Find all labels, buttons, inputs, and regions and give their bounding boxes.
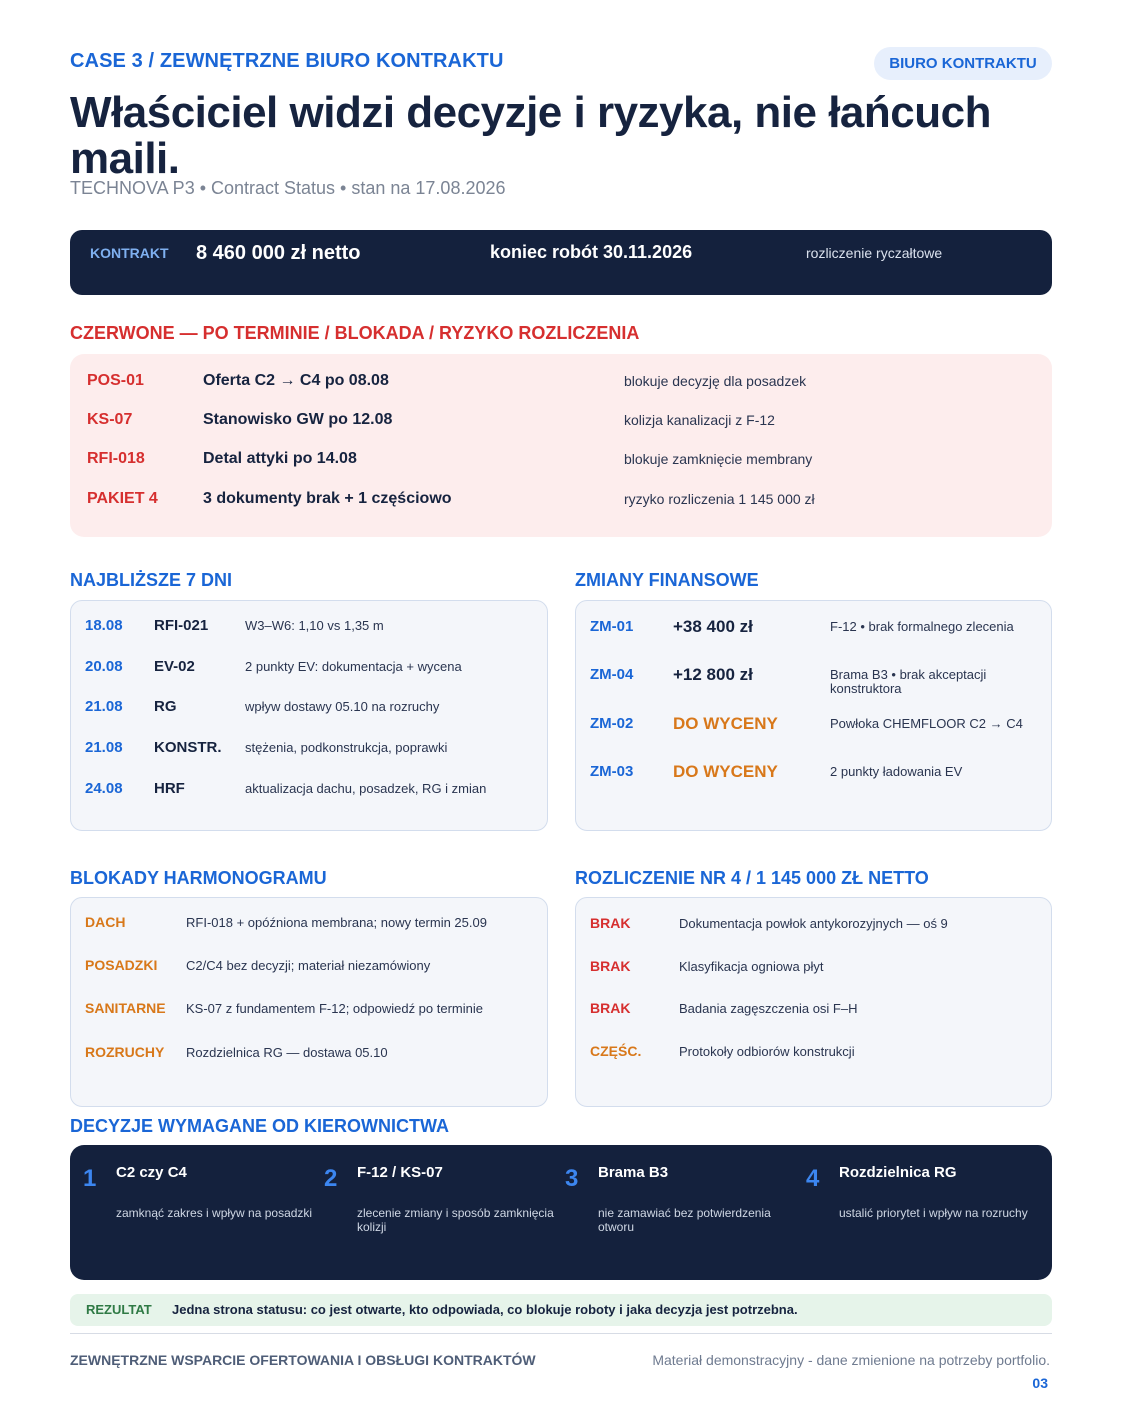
red-section-heading: CZERWONE — PO TERMINIE / BLOKADA / RYZYKO ROZLICZENIA	[70, 323, 640, 343]
block-text: KS-07 z fundamentem F-12; odpowiedź po terminie	[186, 1001, 483, 1016]
block-tag: ROZRUCHY	[85, 1044, 165, 1060]
red-issue-row	[70, 450, 1052, 474]
change-text: F-12 • brak formalnego zlecenia	[830, 619, 1014, 634]
decision-item	[552, 1145, 792, 1280]
blocks-card	[70, 897, 548, 1107]
settlement-text: Protokoły odbiorów konstrukcji	[679, 1044, 855, 1059]
week-date: 21.08	[85, 698, 123, 715]
decision-description: zlecenie zmiany i sposób zamknięcia kolizji	[357, 1206, 554, 1234]
week-code: RG	[154, 698, 177, 715]
decision-number: 1	[83, 1165, 97, 1192]
footer-tagline: ZEWNĘTRZNE WSPARCIE OFERTOWANIA I OBSŁUGI KONTRAKTÓW	[70, 1352, 536, 1368]
finance-section-heading: ZMIANY FINANSOWE	[575, 570, 759, 590]
page-title: Właściciel widzi decyzje i ryzyka, nie łańcuch maili.	[70, 88, 991, 183]
result-bar	[70, 1294, 1052, 1326]
result-label: REZULTAT	[86, 1302, 152, 1317]
issue-title: Detal attyki po 14.08	[203, 450, 357, 467]
settlement-status: BRAK	[590, 915, 631, 931]
contract-value: 8 460 000 zł netto	[196, 242, 361, 264]
issue-code: POS-01	[87, 372, 144, 389]
decision-number: 2	[324, 1165, 338, 1192]
settlement-status: BRAK	[590, 958, 631, 974]
issue-impact: kolizja kanalizacji z F-12	[624, 412, 775, 428]
red-issue-row	[70, 411, 1052, 435]
decision-title: F-12 / KS-07	[357, 1164, 443, 1181]
issue-impact: blokuje decyzję dla posadzek	[624, 373, 807, 389]
decision-title: C2 czy C4	[116, 1164, 187, 1181]
decision-description: nie zamawiać bez potwierdzenia otworu	[598, 1206, 771, 1234]
blocks-section-heading: BLOKADY HARMONOGRAMU	[70, 868, 327, 888]
week-text: stężenia, podkonstrukcja, poprawki	[245, 740, 448, 755]
decision-item	[793, 1145, 1033, 1280]
finance-card	[575, 600, 1052, 831]
issue-title: Oferta C2 → C4 po 08.08	[203, 372, 389, 389]
week-code: KONSTR.	[154, 739, 222, 756]
week-code: RFI-021	[154, 617, 209, 634]
change-text: Powłoka CHEMFLOOR C2 → C4	[830, 716, 1023, 731]
week-card	[70, 600, 548, 831]
week-code: HRF	[154, 780, 185, 797]
week-date: 24.08	[85, 780, 123, 797]
change-text: Brama B3 • brak akceptacji	[830, 667, 987, 682]
block-text: C2/C4 bez decyzji; materiał niezamówiony	[186, 958, 431, 973]
settlement-status: CZĘŚC.	[590, 1043, 642, 1059]
change-code: ZM-02	[590, 715, 634, 732]
decision-title: Rozdzielnica RG	[839, 1164, 957, 1181]
block-tag: POSADZKI	[85, 957, 158, 973]
change-amount: DO WYCENY	[673, 714, 778, 733]
contract-settlement-mode: rozliczenie ryczałtowe	[806, 245, 943, 261]
change-code: ZM-03	[590, 763, 634, 780]
change-amount: +12 800 zł	[673, 665, 753, 684]
change-amount: +38 400 zł	[673, 617, 753, 636]
block-text: RFI-018 + opóźniona membrana; nowy termin 25.09	[186, 915, 487, 930]
settlement-text: Badania zagęszczenia osi F–H	[679, 1001, 858, 1016]
issue-code: RFI-018	[87, 450, 145, 467]
settlement-text: Dokumentacja powłok antykorozyjnych — oś 9	[679, 916, 948, 931]
page-subtitle: TECHNOVA P3 • Contract Status • stan na 17.08.2026	[70, 178, 506, 198]
issue-impact: blokuje zamknięcie membrany	[624, 451, 813, 467]
decision-item	[311, 1145, 554, 1280]
issue-code: KS-07	[87, 411, 133, 428]
settlement-card	[575, 897, 1052, 1107]
week-section-heading: NAJBLIŻSZE 7 DNI	[70, 570, 233, 590]
decision-number: 3	[565, 1165, 579, 1192]
footer-divider	[70, 1333, 1052, 1334]
change-text: 2 punkty ładowania EV	[830, 764, 963, 779]
red-issue-row	[70, 490, 1052, 514]
contract-label: KONTRAKT	[90, 245, 169, 261]
settlement-status: BRAK	[590, 1000, 631, 1016]
contract-end-date: koniec robót 30.11.2026	[490, 242, 693, 262]
issue-title: Stanowisko GW po 12.08	[203, 411, 393, 428]
change-amount: DO WYCENY	[673, 762, 778, 781]
decision-description: ustalić priorytet i wpływ na rozruchy	[839, 1206, 1028, 1220]
issue-code: PAKIET 4	[87, 490, 158, 507]
week-date: 20.08	[85, 658, 123, 675]
change-text-continued: konstruktora	[830, 681, 902, 696]
week-text: wpływ dostawy 05.10 na rozruchy	[245, 699, 440, 714]
decision-description: zamknąć zakres i wpływ na posadzki	[116, 1206, 313, 1220]
issue-title: 3 dokumenty brak + 1 częściowo	[203, 490, 452, 507]
block-tag: DACH	[85, 914, 126, 930]
decisions-panel	[70, 1145, 1052, 1280]
section-badge: BIURO KONTRAKTU	[874, 47, 1052, 80]
change-code: ZM-04	[590, 666, 634, 683]
week-text: W3–W6: 1,10 vs 1,35 m	[245, 618, 384, 633]
settlement-text: Klasyfikacja ogniowa płyt	[679, 959, 824, 974]
block-tag: SANITARNE	[85, 1000, 166, 1016]
block-text: Rozdzielnica RG — dostawa 05.10	[186, 1045, 388, 1060]
week-date: 21.08	[85, 739, 123, 756]
decision-number: 4	[806, 1165, 820, 1192]
page-number: 03	[1032, 1375, 1048, 1391]
decision-item	[70, 1145, 313, 1280]
week-date: 18.08	[85, 617, 123, 634]
week-code: EV-02	[154, 658, 195, 675]
result-text: Jedna strona statusu: co jest otwarte, kto odpowiada, co blokuje roboty i jaka decyzja jest potrzebna.	[172, 1302, 798, 1317]
decision-title: Brama B3	[598, 1164, 669, 1181]
week-text: 2 punkty EV: dokumentacja + wycena	[245, 659, 462, 674]
change-code: ZM-01	[590, 618, 634, 635]
week-text: aktualizacja dachu, posadzek, RG i zmian	[245, 781, 487, 796]
issue-impact: ryzyko rozliczenia 1 145 000 zł	[624, 491, 815, 507]
settlement-section-heading: ROZLICZENIE NR 4 / 1 145 000 ZŁ NETTO	[575, 868, 929, 888]
footer-disclaimer: Materiał demonstracyjny - dane zmienione na potrzeby portfolio.	[652, 1352, 1050, 1368]
decisions-section-heading: DECYZJE WYMAGANE OD KIEROWNICTWA	[70, 1116, 450, 1136]
red-issue-row	[70, 372, 1052, 396]
case-eyebrow: CASE 3 / ZEWNĘTRZNE BIURO KONTRAKTU	[70, 50, 504, 72]
contract-summary-bar	[70, 230, 1052, 295]
red-issues-panel	[70, 354, 1052, 537]
